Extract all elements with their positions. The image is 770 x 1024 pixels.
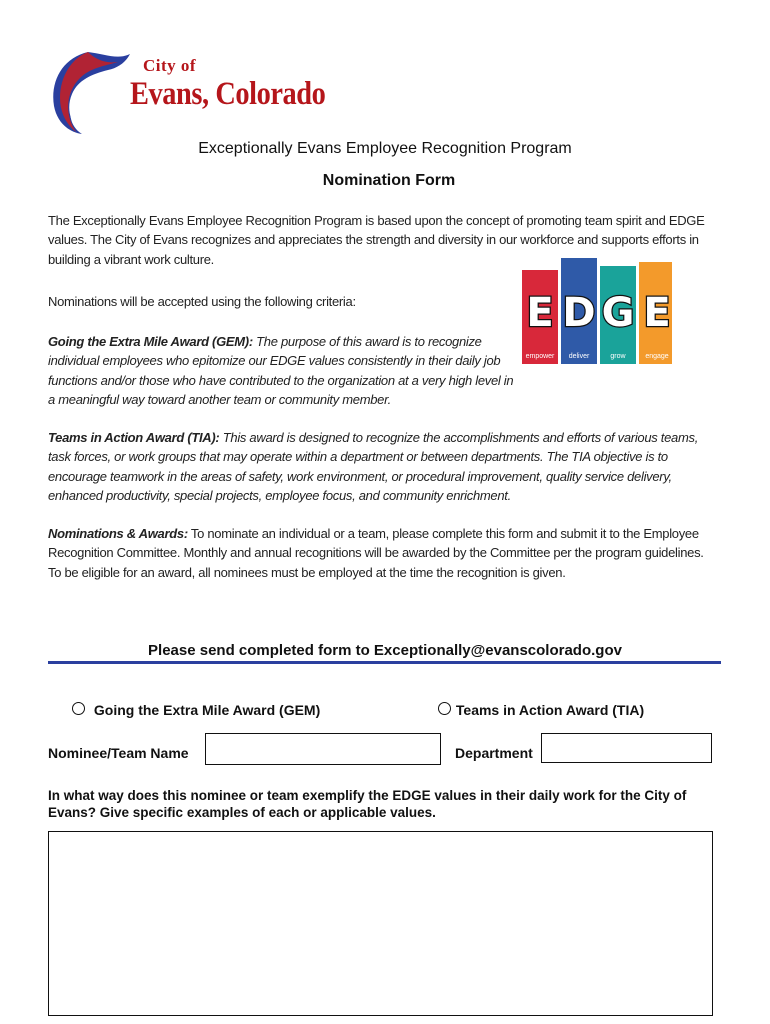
nominations-heading: Nominations & Awards: (48, 526, 188, 541)
nominee-name-field[interactable] (205, 733, 441, 765)
nominations-text: To nominate an individual or a team, please complete this form and submit it to the Employee Recognition Committee. Monthly and annual recognitions will be awarded by the Committee per the program guidelines. To be eligible for an award, all nominees must be employed at the time the recognition is given. (48, 526, 704, 580)
gem-heading: Going the Extra Mile Award (GEM): (48, 334, 253, 349)
tia-text: This award is designed to recognize the accomplishments and efforts of various teams, task forces, or work groups that may operate within a department or between departments. The TIA objective is to encourage teamwork in the areas of safety, work environment, or procedural improvement, quality service delivery, enhanced productivity, special projects, employee focus, and community enrichment. (48, 430, 699, 503)
department-label: Department (455, 745, 533, 761)
tia-description (48, 428, 716, 505)
city-of-evans-logo (48, 48, 338, 138)
tia-radio-button[interactable] (438, 702, 451, 715)
edge-letter-2: D (562, 290, 596, 336)
edge-answer-textarea[interactable] (48, 831, 713, 1016)
logo-evans-colorado-text: Evans, Colorado (130, 76, 326, 112)
option-tia[interactable] (438, 702, 644, 718)
divider-rule (48, 661, 721, 664)
edge-word-empower: empower (525, 353, 555, 360)
gem-radio-button[interactable] (72, 702, 85, 715)
gem-text: The purpose of this award is to recognize individual employees who epitomize our EDGE values consistently in their daily job functions and/or those who have contributed to the organization at a very high level in a meaningful way toward another team or community member. (48, 334, 514, 407)
nominee-label: Nominee/Team Name (48, 745, 189, 761)
department-field[interactable] (541, 733, 712, 763)
edge-letter-3: G (601, 290, 635, 336)
edge-word-grow: grow (610, 353, 626, 360)
edge-letter-1: E (526, 290, 554, 336)
nominations-awards-paragraph (48, 524, 716, 582)
edge-word-deliver: deliver (568, 353, 590, 360)
send-instructions: Please send completed form to Exceptionally@evanscolorado.gov (148, 642, 622, 659)
edge-logo (520, 258, 672, 366)
program-title: Exceptionally Evans Employee Recognition Program (198, 140, 572, 157)
edge-question: In what way does this nominee or team exemplify the EDGE values in their daily work for the City of Evans? Give specific examples of each or applicable values. (48, 788, 687, 820)
logo-city-of-text: City of (143, 56, 197, 75)
gem-radio-label: Going the Extra Mile Award (GEM) (93, 702, 321, 718)
criteria-intro: Nominations will be accepted using the following criteria: (48, 294, 356, 309)
gem-description (48, 332, 516, 409)
tia-heading: Teams in Action Award (TIA): (48, 430, 220, 445)
evans-swoosh-icon (48, 48, 138, 138)
edge-letter-4: E (643, 290, 671, 336)
form-title: Nomination Form (322, 172, 456, 189)
tia-radio-label: Teams in Action Award (TIA) (455, 702, 645, 718)
edge-word-engage: engage (645, 353, 669, 360)
option-gem[interactable] (72, 702, 320, 718)
edge-logo-graphic (520, 258, 672, 366)
intro-paragraph: The Exceptionally Evans Employee Recognition Program is based upon the concept of promoting team spirit and EDGE values. The City of Evans recognizes and appreciates the strength and diversity in our workforce and supports efforts in building a vibrant work culture. (48, 213, 705, 267)
